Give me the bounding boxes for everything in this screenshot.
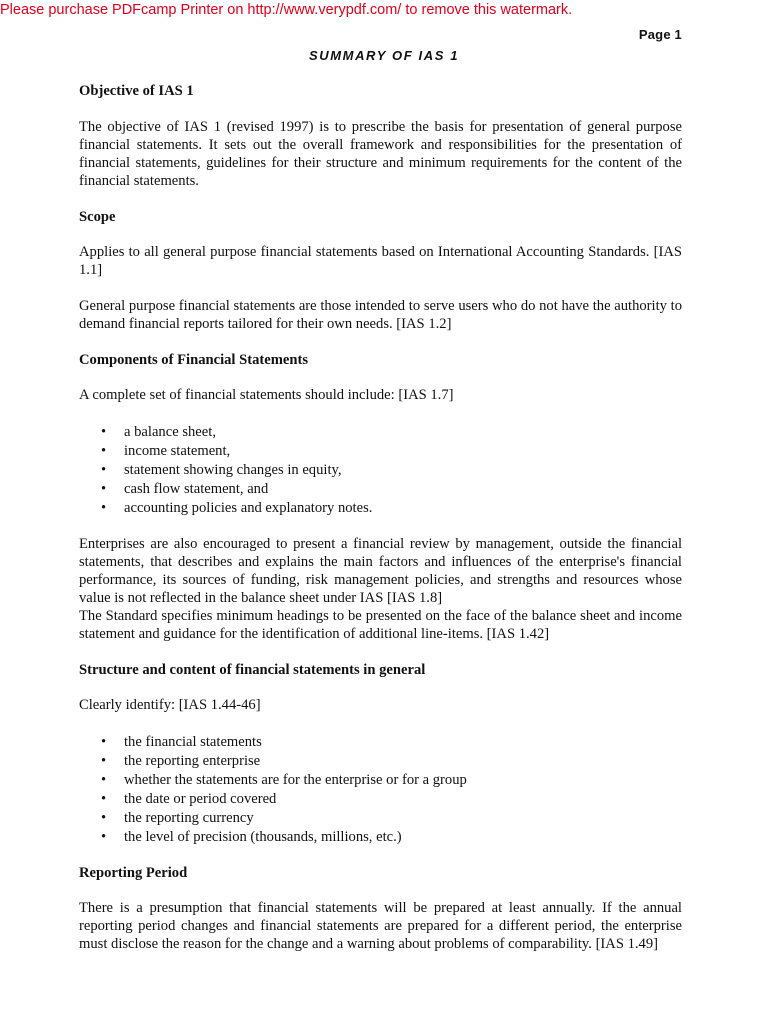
scope-paragraph-1: Applies to all general purpose financial statements based on International Accounting Standards. [IAS 1.1] — [79, 244, 682, 278]
list-item: • accounting policies and explanatory notes. — [79, 499, 682, 518]
structure-intro: Clearly identify: [IAS 1.44-46] — [79, 697, 261, 713]
page-number: Page 1 — [638, 27, 682, 42]
heading-structure: Structure and content of financial statements in general — [79, 662, 426, 678]
list-item: • the reporting currency — [79, 809, 682, 828]
heading-scope: Scope — [79, 209, 116, 225]
list-item: • cash flow statement, and — [79, 480, 682, 499]
list-item: • the financial statements — [79, 733, 682, 752]
list-item: • income statement, — [79, 442, 682, 461]
reporting-period-paragraph: There is a presumption that financial statements will be prepared at least annually. If the annual reporting period changes and financial statements are prepared for a different period, the enterprise must disclose the reason for the change and a warning about problems of comparability. [IAS 1.49] — [79, 900, 682, 952]
components-paragraph-1: Enterprises are also encouraged to present a financial review by management, outside the financial statements, that describes and explains the main factors and influences of the enterprise's financial performance, its sources of funding, risk management policies, and strengths and resources whose value is not reflected in the balance sheet under IAS [IAS 1.8] — [79, 536, 682, 606]
list-item: • a balance sheet, — [79, 423, 682, 442]
components-list — [79, 423, 682, 518]
components-intro: A complete set of financial statements should include: [IAS 1.7] — [79, 387, 454, 403]
scope-paragraph-2: General purpose financial statements are those intended to serve users who do not have the authority to demand financial reports tailored for their own needs. [IAS 1.2] — [79, 298, 682, 332]
list-item: • whether the statements are for the enterprise or for a group — [79, 771, 682, 790]
list-item: • statement showing changes in equity, — [79, 461, 682, 480]
watermark-text: Please purchase PDFcamp Printer on http://www.verypdf.com/ to remove this watermark. — [0, 2, 573, 18]
heading-reporting-period: Reporting Period — [79, 865, 188, 881]
document-title: SUMMARY OF IAS 1 — [308, 48, 460, 63]
objective-paragraph: The objective of IAS 1 (revised 1997) is to prescribe the basis for presentation of general purpose financial statements. It sets out the overall framework and responsibilities for the presentation of financial statements, guidelines for their structure and minimum requirements for the content of the financial statements. — [79, 119, 682, 189]
list-item: • the date or period covered — [79, 790, 682, 809]
heading-objective: Objective of IAS 1 — [79, 83, 194, 99]
components-paragraph-2: The Standard specifies minimum headings to be presented on the face of the balance sheet and income statement and guidance for the identification of additional line-items. [IAS 1.42] — [79, 608, 682, 642]
structure-list — [79, 733, 682, 847]
list-item: • the reporting enterprise — [79, 752, 682, 771]
list-item: • the level of precision (thousands, millions, etc.) — [79, 828, 682, 847]
heading-components: Components of Financial Statements — [79, 352, 309, 368]
document-body — [79, 82, 682, 953]
